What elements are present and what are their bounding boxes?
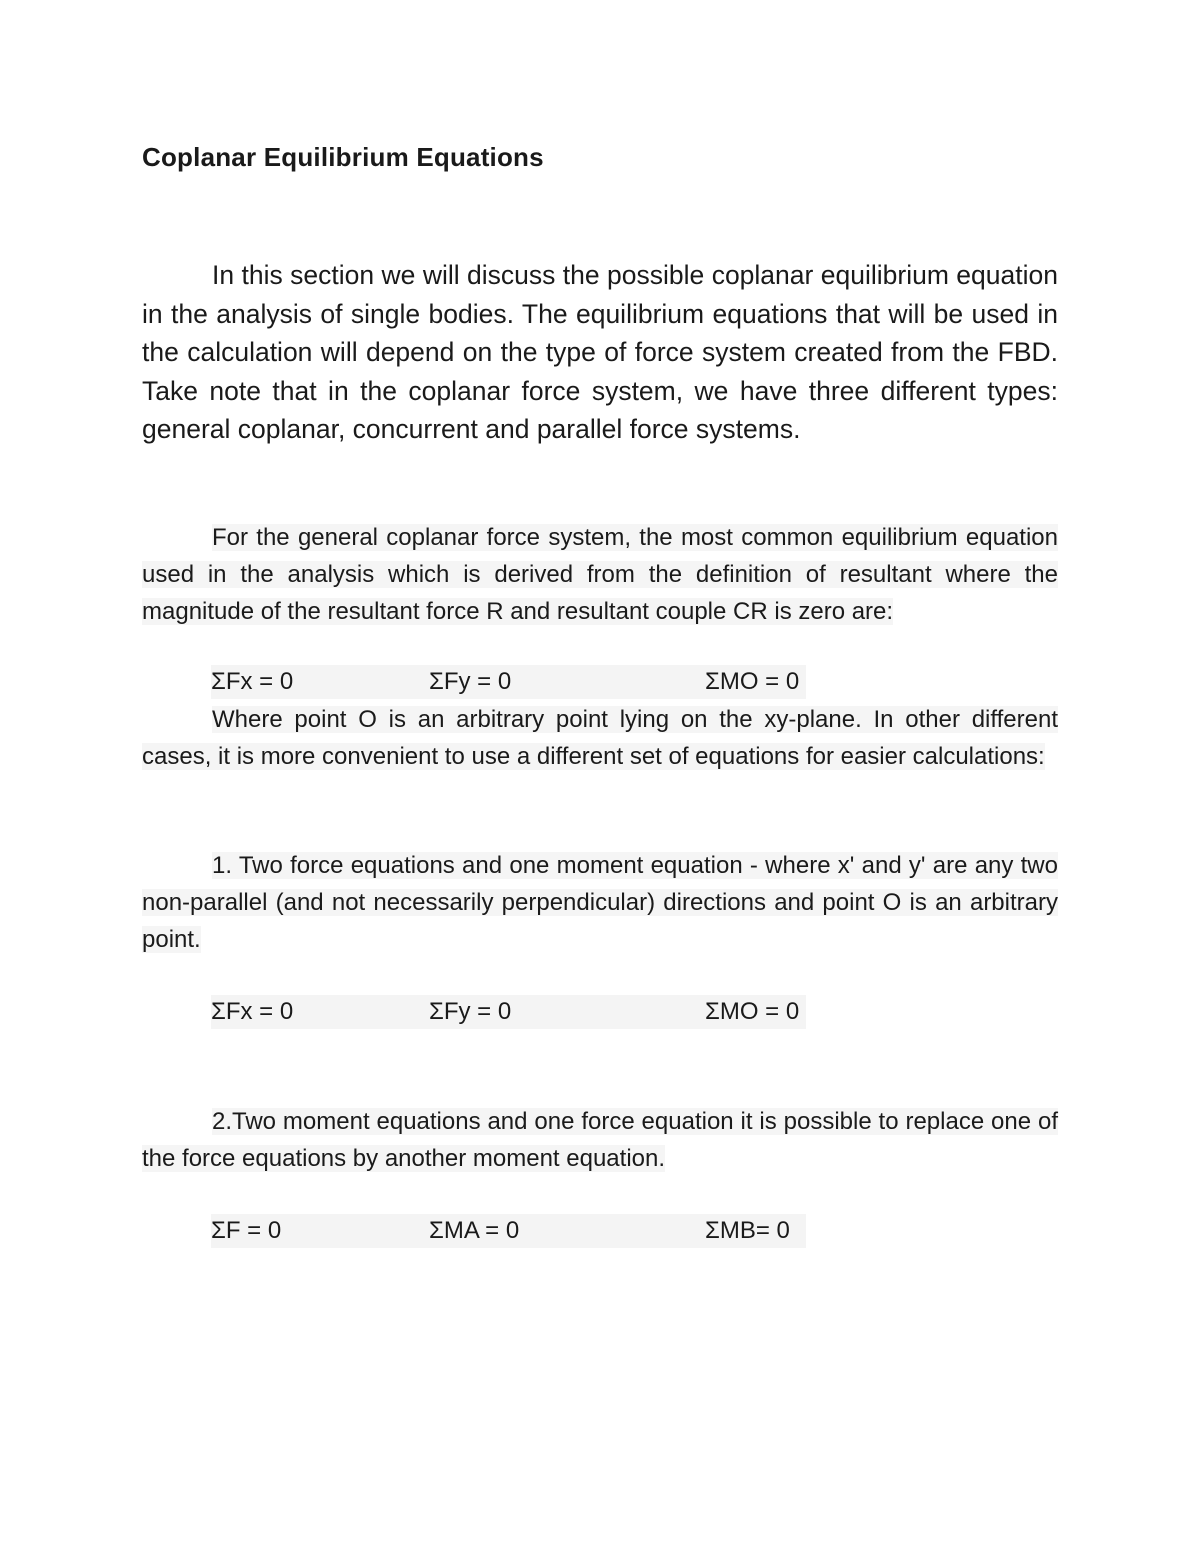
document-title: Coplanar Equilibrium Equations (142, 142, 544, 172)
equation-row-case-2 (211, 1214, 806, 1248)
arbitrary-point-paragraph (142, 702, 1058, 776)
arbitrary-point-paragraph-text: Where point O is an arbitrary point lying on the xy-plane. In other different cases, it is more convenient to use a different set of equations for easier calculations: (142, 706, 1058, 770)
equation-sum-mo: ΣMO = 0 (705, 998, 800, 1025)
intro-paragraph-text: In this section we will discuss the possible coplanar equilibrium equation in the analysis of single bodies. The equilibrium equations that will be used in the calculation will depend on the type of force system created from the FBD. Take note that in the coplanar force system, we have three different types: general coplanar, concurrent and parallel force systems. (142, 260, 1058, 444)
equation-row-case-1 (211, 995, 806, 1029)
equation-sum-fy: ΣFy = 0 (429, 668, 512, 695)
equation-sum-fy: ΣFy = 0 (429, 998, 512, 1025)
equation-sum-f: ΣF = 0 (211, 1217, 282, 1244)
general-system-paragraph (142, 520, 1058, 630)
equation-sum-mo: ΣMO = 0 (705, 668, 800, 695)
equation-sum-mb: ΣMB= 0 (705, 1217, 790, 1244)
equation-sum-ma: ΣMA = 0 (429, 1217, 520, 1244)
equation-row-general (211, 665, 806, 699)
list-item-2-text: 2.Two moment equations and one force equation it is possible to replace one of the force equations by another moment equation. (142, 1108, 1058, 1172)
list-item-1 (142, 848, 1058, 958)
equation-sum-fx: ΣFx = 0 (211, 668, 294, 695)
list-item-2 (142, 1104, 1058, 1178)
intro-paragraph (142, 256, 1058, 449)
list-item-1-text: 1. Two force equations and one moment equation - where x' and y' are any two non-parallel (and not necessarily perpendicular) directions and point O is an arbitrary point. (142, 852, 1058, 953)
equation-sum-fx: ΣFx = 0 (211, 998, 294, 1025)
general-system-paragraph-text: For the general coplanar force system, the most common equilibrium equation used in the analysis which is derived from the definition of resultant where the magnitude of the resultant force R and resultant couple CR is zero are: (142, 524, 1058, 625)
